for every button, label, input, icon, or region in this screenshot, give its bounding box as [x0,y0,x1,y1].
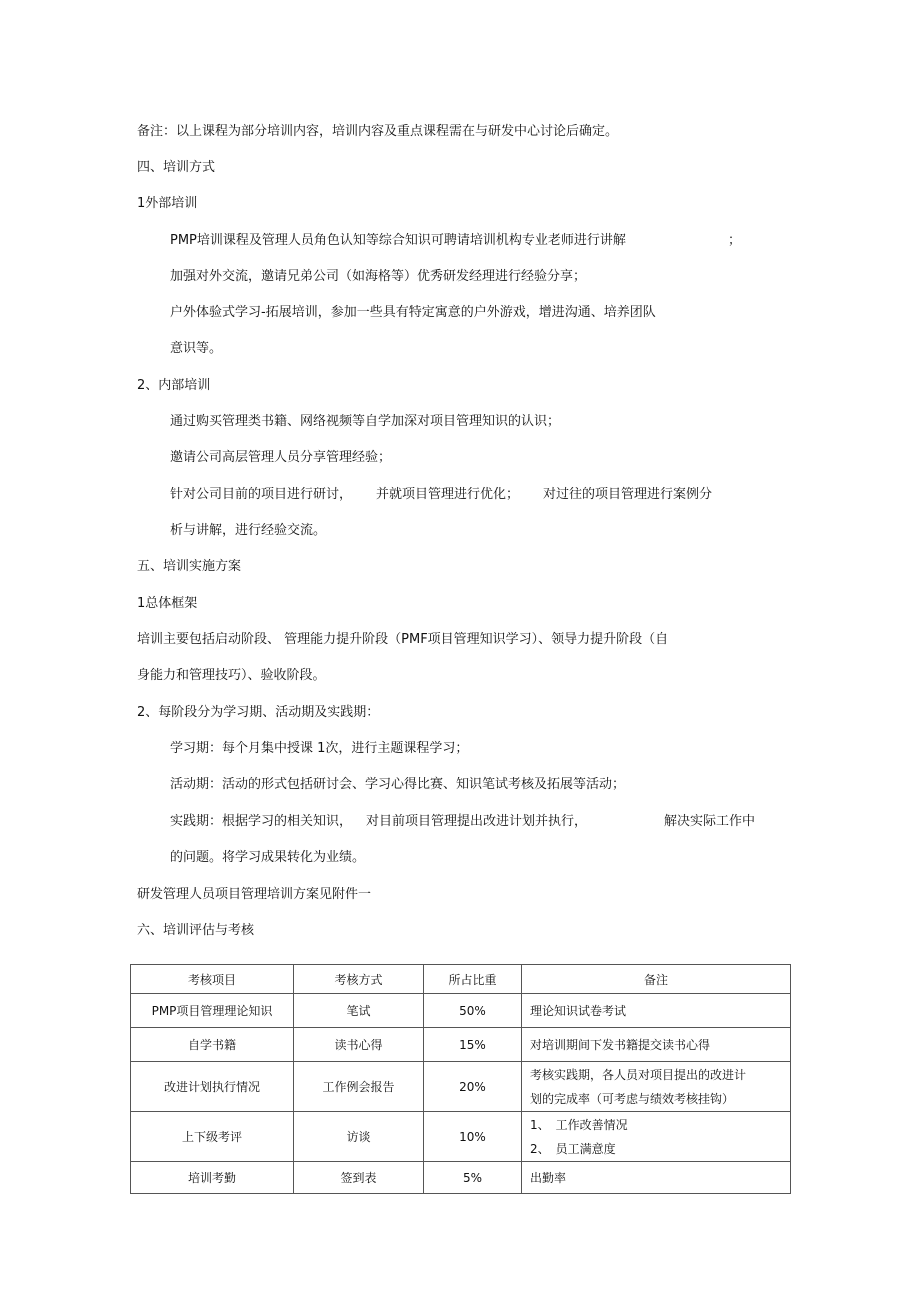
note-cell [522,1162,791,1194]
note-line: 2、 员工满意度 [530,1141,616,1156]
external-item-3-line-1: 户外体验式学习-拓展培训，参加一些具有特定寓意的户外游戏，增进沟通、培养团队 [170,305,656,320]
framework-line-2: 身能力和管理技巧）、验收阶段。 [137,668,326,683]
note-line: 出勤率 [530,1170,567,1185]
table-row [131,1112,791,1162]
note-line: 理论知识试卷考试 [530,1003,627,1018]
note-line: 1、 工作改善情况 [530,1117,628,1132]
item-cell: 培训考勤 [131,1162,294,1194]
weight-cell: 10% [424,1112,522,1162]
internal-item-1: 通过购买管理类书籍、网络视频等自学加深对项目管理知识的认识； [170,414,561,429]
phases-title: 2、每阶段分为学习期、活动期及实践期： [137,705,380,720]
assessment-table [130,964,791,1194]
note-cell [522,1028,791,1062]
weight-cell: 5% [424,1162,522,1194]
weight-cell: 50% [424,994,522,1028]
internal-item-2: 邀请公司高层管理人员分享管理经验； [170,450,392,465]
section-6-title: 六、培训评估与考核 [137,923,255,938]
item-cell: 自学书籍 [131,1028,294,1062]
header-cell: 所占比重 [424,965,522,994]
table-row [131,1162,791,1194]
internal-item-3-line-2: 析与讲解，进行经验交流。 [170,523,327,538]
framework-title: 1总体框架 [137,596,198,611]
phase-practice-part-a: 实践期：根据学习的相关知识， [170,814,353,829]
header-cell: 考核方式 [294,965,424,994]
method-cell: 签到表 [294,1162,424,1194]
table-row [131,1028,791,1062]
internal-item-3-part-c: 对过往的项目管理进行案例分 [543,487,713,502]
method-cell: 访谈 [294,1112,424,1162]
item-cell: PMP项目管理理论知识 [131,994,294,1028]
header-cell: 考核项目 [131,965,294,994]
method-cell: 笔试 [294,994,424,1028]
external-item-3-line-2: 意识等。 [170,341,223,356]
method-cell: 读书心得 [294,1028,424,1062]
phase-practice-line-2: 的问题。将学习成果转化为业绩。 [170,850,366,865]
external-item-1: PMP培训课程及管理人员角色认知等综合知识可聘请培训机构专业老师进行讲解 [170,233,626,248]
external-item-1-end: ； [728,233,742,248]
weight-cell: 15% [424,1028,522,1062]
weight-cell: 20% [424,1062,522,1112]
internal-item-3-part-a: 针对公司目前的项目进行研讨， [170,487,353,502]
item-cell: 上下级考评 [131,1112,294,1162]
external-item-2: 加强对外交流，邀请兄弟公司（如海格等）优秀研发经理进行经验分享； [170,269,587,284]
internal-item-3-part-b: 并就项目管理进行优化； [376,487,520,502]
method-cell: 工作例会报告 [294,1062,424,1112]
note-line: 对培训期间下发书籍提交读书心得 [530,1037,711,1052]
external-training-title: 1外部培训 [137,196,198,211]
note-cell [522,994,791,1028]
table-row [131,1062,791,1112]
table-row [131,994,791,1028]
table-header-row [131,965,791,994]
note-line: 考核实践期，各人员对项目提出的改进计 [530,1067,747,1082]
internal-training-title: 2、内部培训 [137,378,211,393]
note-line: 划的完成率（可考虑与绩效考核挂钩） [530,1091,735,1106]
phase-activity: 活动期：活动的形式包括研讨会、学习心得比赛、知识笔试考核及拓展等活动； [170,777,626,792]
section-4-title: 四、培训方式 [137,160,216,175]
section-5-title: 五、培训实施方案 [137,559,242,574]
phase-practice-part-b: 对目前项目管理提出改进计划并执行， [366,814,588,829]
note-cell [522,1112,791,1162]
header-cell: 备注 [522,965,791,994]
remark-note: 备注：以上课程为部分培训内容，培训内容及重点课程需在与研发中心讨论后确定。 [137,124,619,139]
appendix-reference: 研发管理人员项目管理培训方案见附件一 [137,887,372,902]
note-cell [522,1062,791,1112]
item-cell: 改进计划执行情况 [131,1062,294,1112]
framework-line-1: 培训主要包括启动阶段、 管理能力提升阶段（PMF项目管理知识学习）、领导力提升阶段（自 [137,632,669,647]
phase-practice-part-c: 解决实际工作中 [664,814,756,829]
phase-study: 学习期：每个月集中授课 1次，进行主题课程学习； [170,741,469,756]
